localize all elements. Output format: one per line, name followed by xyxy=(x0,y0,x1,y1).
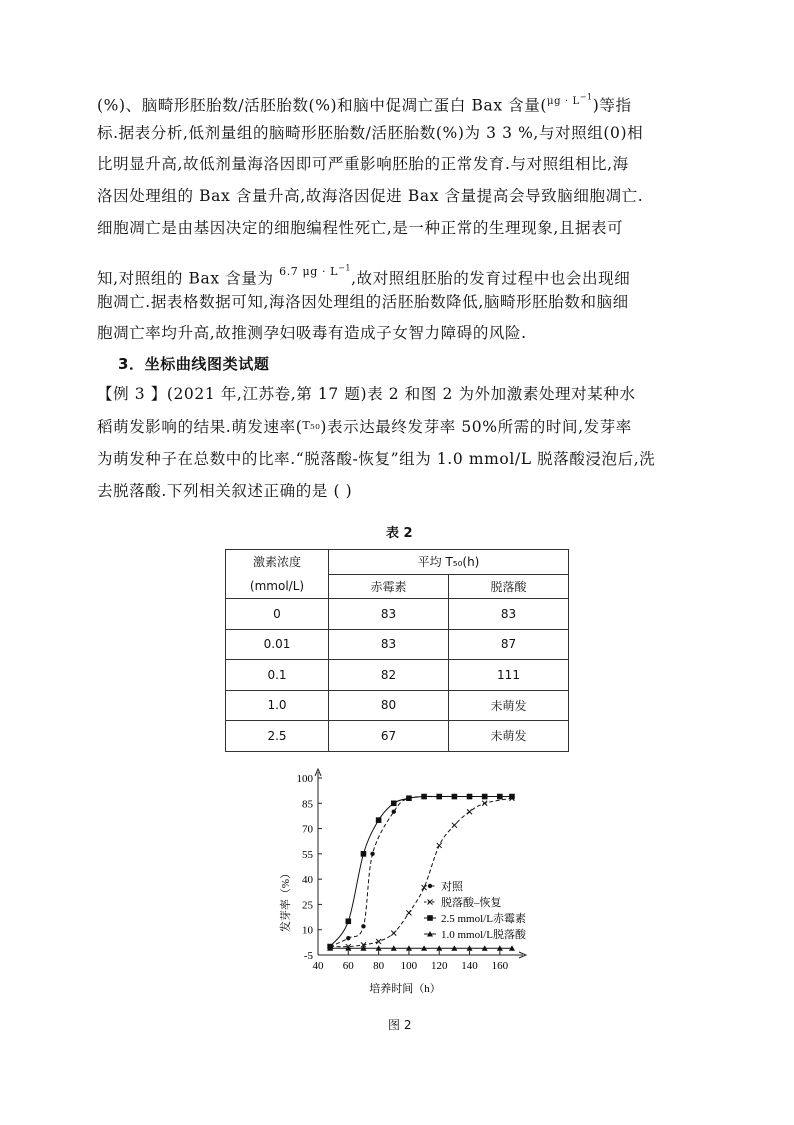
sub-header-gibberellin: 赤霉素 xyxy=(329,574,449,599)
data-point xyxy=(509,794,515,800)
table-caption: 表 2 xyxy=(386,526,413,541)
section-heading: 3．坐标曲线图类试题 xyxy=(118,355,270,373)
data-point xyxy=(370,852,374,856)
unit-bax-value: 6.7 μg · L−1 xyxy=(279,263,352,278)
para-line: 标.据表分析,低剂量组的脑畸形胚胎数/活胚胎数(%)为 3 3 %,与对照组(0)相 xyxy=(97,124,644,142)
y-tick-label: 70 xyxy=(302,823,313,836)
legend-label: 2.5 mmol/L赤霉素 xyxy=(441,913,526,925)
col-header-concentration: 激素浓度 (mmol/L) xyxy=(226,550,329,599)
legend-label: 脱落酸–恢复 xyxy=(441,897,502,909)
x-tick-label: 60 xyxy=(342,960,354,972)
example-line: 去脱落酸.下列相关叙述正确的是 ( ) xyxy=(97,482,353,500)
chart-series xyxy=(327,794,515,951)
data-point xyxy=(437,843,442,848)
group-header-t50: 平均 T₅₀(h) xyxy=(329,550,569,575)
para-line: 比明显升高,故低剂量海洛因即可严重影响胚胎的正常发育.与对照组相比,海 xyxy=(97,155,629,173)
chart-legend xyxy=(424,879,527,941)
data-point xyxy=(346,936,350,940)
data-point xyxy=(421,794,427,800)
table-row: 0.01 83 87 xyxy=(226,629,569,660)
data-point xyxy=(467,794,473,800)
data-point xyxy=(391,931,396,936)
y-tick-label: 100 xyxy=(296,773,313,785)
x-tick-label: 40 xyxy=(312,960,324,972)
series-2 xyxy=(327,794,514,950)
legend-item xyxy=(424,879,464,893)
x-tick-label: 100 xyxy=(400,960,418,972)
legend-marker xyxy=(427,915,433,921)
data-point xyxy=(376,817,382,823)
series-0 xyxy=(328,794,502,948)
data-table xyxy=(225,549,569,752)
series-3 xyxy=(327,945,515,951)
table-row: 0.1 82 111 xyxy=(226,660,569,691)
legend-label: 对照 xyxy=(441,881,463,893)
sub-header-abscisic: 脱落酸 xyxy=(449,574,569,599)
y-tick-label: 55 xyxy=(302,848,313,861)
para-line: 胞凋亡.据表格数据可知,海洛因处理组的活胚胎数降低,脑畸形胚胎数和脑细 xyxy=(97,293,629,311)
para-line: 胞凋亡率均升高,故推测孕妇吸毒有造成子女智力障碍的风险. xyxy=(97,324,527,342)
para-line: 知,对照组的 Bax 含量为 $^{6.7 \mu g \cdot L^{-1}}$,故对照组胚胎的发育过程中也会出现细 xyxy=(97,263,631,288)
series-1 xyxy=(328,796,515,949)
x-tick-label: 80 xyxy=(373,960,385,972)
y-axis-label: 发芽率（%） xyxy=(280,867,292,933)
data-point xyxy=(452,823,457,828)
data-point xyxy=(497,794,503,800)
data-point xyxy=(406,795,412,801)
table-row: 0 83 83 xyxy=(226,599,569,630)
y-tick-label: -5 xyxy=(303,950,313,962)
data-point xyxy=(391,800,397,806)
data-point xyxy=(452,794,458,800)
legend-label: 1.0 mmol/L脱落酸 xyxy=(441,929,526,941)
x-tick-label: 140 xyxy=(461,960,478,972)
para-line: 洛因处理组的 Bax 含量升高,故海洛因促进 Bax 含量提高会导致脑细胞凋亡. xyxy=(97,187,644,205)
example-line: 稻萌发影响的结果.萌发速率(T₅₀)表示达最终发芽率 50%所需的时间,发芽率 xyxy=(97,418,632,436)
figure-caption: 图 2 xyxy=(388,1018,412,1032)
x-axis-label: 培养时间（h） xyxy=(369,983,441,995)
data-point xyxy=(361,924,365,928)
y-tick-label: 85 xyxy=(302,798,313,811)
table-row: 2.5 67 未萌发 xyxy=(226,721,569,752)
y-tick-label: 40 xyxy=(302,874,313,887)
x-tick-label: 120 xyxy=(430,960,448,972)
table-row: 1.0 80 未萌发 xyxy=(226,690,569,721)
data-point xyxy=(346,918,352,924)
t50-symbol: T₅₀ xyxy=(302,419,321,432)
data-point xyxy=(406,910,411,915)
data-point xyxy=(361,851,367,857)
x-tick-label: 160 xyxy=(491,960,509,972)
legend-item xyxy=(424,927,527,941)
legend-marker xyxy=(428,884,432,888)
data-point xyxy=(482,794,488,800)
legend-item xyxy=(424,895,502,909)
legend-item xyxy=(424,911,526,925)
example-line: 【例 3 】(2021 年,江苏卷,第 17 题)表 2 和图 2 为外加激素处理对某种水 xyxy=(97,385,636,403)
data-point xyxy=(392,810,396,814)
example-line: 为萌发种子在总数中的比率.“脱落酸-恢复”组为 1.0 mmol/L 脱落酸浸泡后,洗 xyxy=(97,450,656,468)
data-point xyxy=(436,794,442,800)
data-point xyxy=(467,809,472,814)
y-tick-label: 10 xyxy=(302,924,313,937)
data-point xyxy=(376,939,381,944)
y-tick-label: 25 xyxy=(302,899,313,912)
para-line: (%)、脑畸形胚胎数/活胚胎数(%)和脑中促凋亡蛋白 Bax 含量($^{\mu g \cdot L^{-1}}$)等指 xyxy=(97,93,632,115)
para-line: 细胞凋亡是由基因决定的细胞编程性死亡,是一种正常的生理现象,且据表可 xyxy=(97,219,624,237)
germination-chart xyxy=(275,768,535,1003)
unit-mu-g-per-l: μg · L−1 xyxy=(547,93,593,108)
